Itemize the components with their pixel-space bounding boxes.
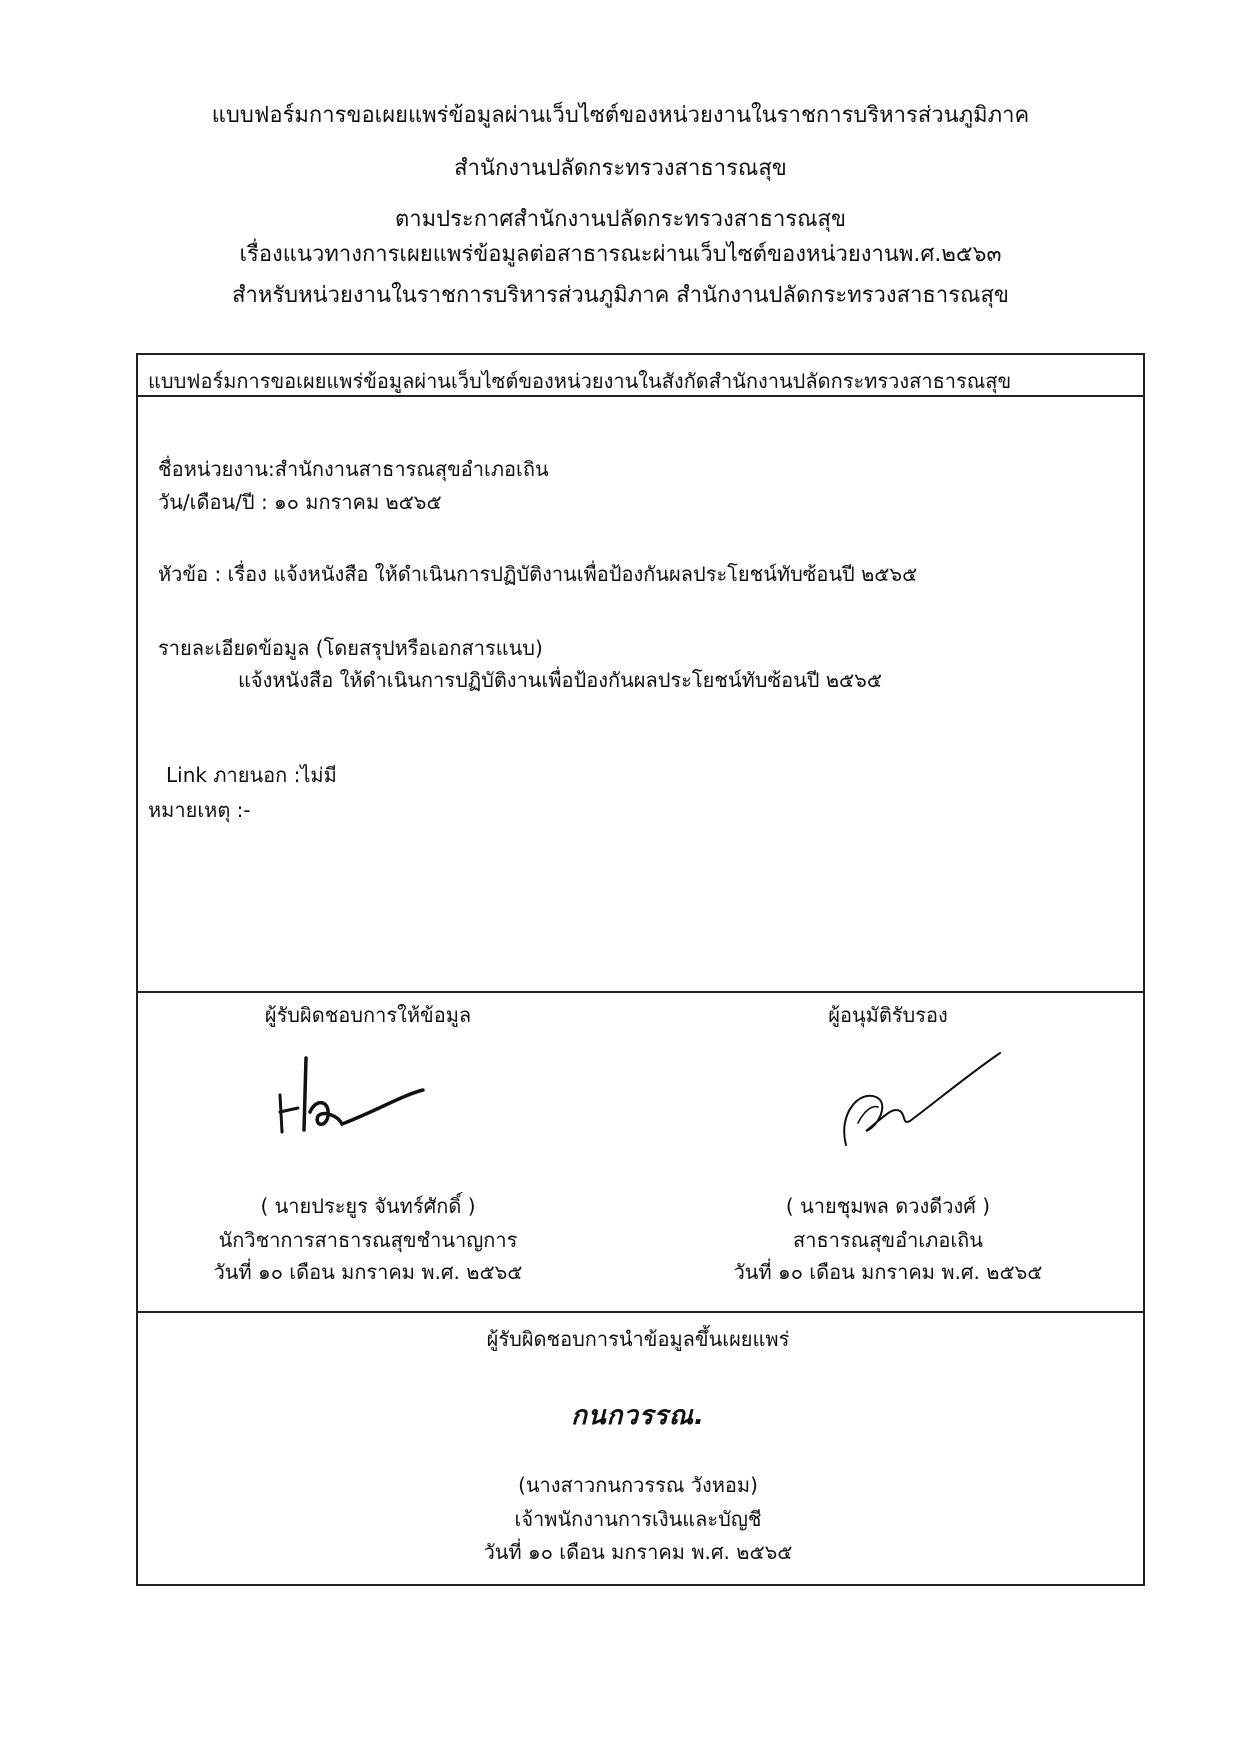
external-link: Link ภายนอก :ไม่มี [166,763,337,787]
provider-date: วันที่ ๑๐ เดือน มกราคม พ.ศ. ๒๕๖๕ [213,1260,523,1284]
provider-position: นักวิชาการสาธารณสุขชำนาญการ [218,1228,518,1252]
details-label: รายละเอียดข้อมูล (โดยสรุปหรือเอกสารแนบ) [158,636,543,660]
form-table [136,353,1145,1586]
details-text: แจ้งหนังสือ ให้ดำเนินการปฏิบัติงานเพื่อป้องกันผลประโยชน์ทับซ้อนปี ๒๕๖๕ [238,668,882,692]
header-line-3: ตามประกาศสำนักงานปลัดกระทรวงสาธารณสุข [394,207,846,232]
divider-publisher [138,1311,1143,1313]
provider-signature [268,1050,428,1140]
publisher-role: ผู้รับผิดชอบการนำข้อมูลขึ้นเผยแพร่ [486,1327,790,1351]
publisher-signature: กนกวรรณ. [571,1401,705,1431]
divider-title [138,395,1143,397]
approver-name: ( นายชุมพล ดวงดีวงศ์ ) [785,1194,991,1218]
provider-name: ( นายประยูร จันทร์ศักดิ์ ) [260,1194,476,1218]
publisher-position: เจ้าพนักงานการเงินและบัญชี [514,1507,762,1531]
approver-date: วันที่ ๑๐ เดือน มกราคม พ.ศ. ๒๕๖๕ [733,1260,1043,1284]
publisher-name: (นางสาวกนกวรรณ วังหอม) [518,1473,758,1497]
header-line-2: สำนักงานปลัดกระทรวงสาธารณสุข [454,156,787,181]
topic: หัวข้อ : เรื่อง แจ้งหนังสือ ให้ดำเนินการปฏิบัติงานเพื่อป้องกันผลประโยชน์ทับซ้อนปี ๒๕๖๕ [158,562,918,586]
agency-name: ชื่อหน่วยงาน:สำนักงานสาธารณสุขอำเภอเถิน [158,457,549,481]
form-date: วัน/เดือน/ปี : ๑๐ มกราคม ๒๕๖๕ [158,490,442,514]
publisher-date: วันที่ ๑๐ เดือน มกราคม พ.ศ. ๒๕๖๕ [483,1540,793,1564]
approver-role: ผู้อนุมัติรับรอง [828,1003,948,1027]
approver-signature [828,1045,1008,1155]
header-line-1: แบบฟอร์มการขอเผยแพร่ข้อมูลผ่านเว็บไซต์ของหน่วยงานในราชการบริหารส่วนภูมิภาค [211,103,1030,128]
approver-position: สาธารณสุขอำเภอเถิน [793,1228,983,1252]
remark: หมายเหตุ :- [148,798,251,822]
header-line-4: เรื่องแนวทางการเผยแพร่ข้อมูลต่อสาธารณะผ่านเว็บไซต์ของหน่วยงานพ.ศ.๒๕๖๓ [239,242,1002,267]
header-line-5: สำหรับหน่วยงานในราชการบริหารส่วนภูมิภาค สำนักงานปลัดกระทรวงสาธารณสุข [232,283,1009,308]
form-title: แบบฟอร์มการขอเผยแพร่ข้อมูลผ่านเว็บไซต์ของหน่วยงานในสังกัดสำนักงานปลัดกระทรวงสาธารณสุข [148,369,1012,393]
divider-signatures [138,991,1143,993]
provider-role: ผู้รับผิดชอบการให้ข้อมูล [264,1003,472,1027]
